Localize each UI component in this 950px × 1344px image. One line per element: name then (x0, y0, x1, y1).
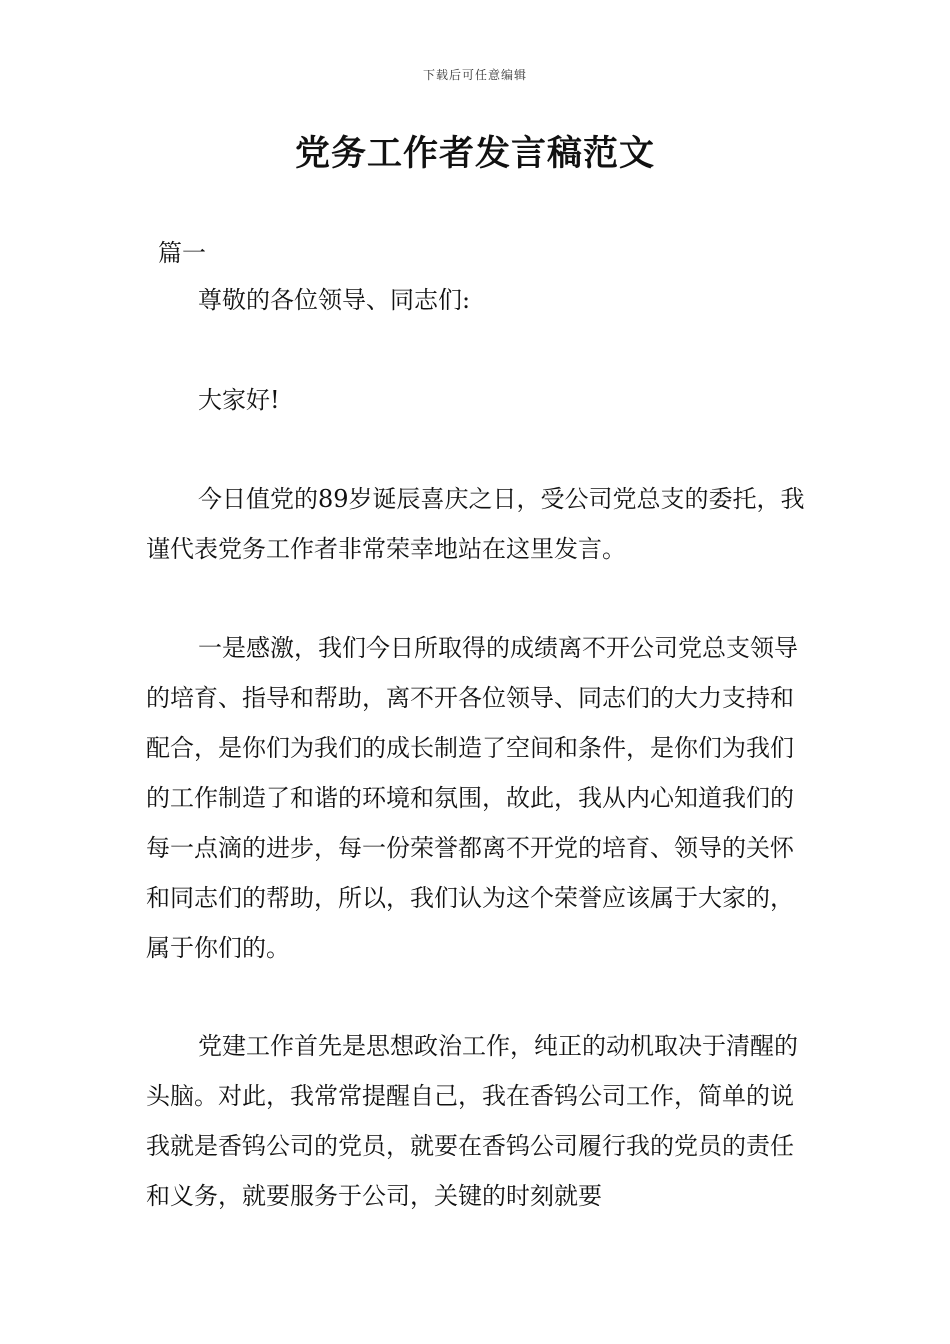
page-title: 党务工作者发言稿范文 (294, 134, 655, 174)
paragraph-party-work: 党建工作首先是思想政治工作，纯正的动机取决于清醒的头脑。对此，我常常提醒自己，我在香钨公司工作，简单的说我就是香钨公司的党员，就要在香钨公司履行我的党员的责任和义务，就要服务于公司，关键的时刻就要 (146, 1032, 798, 1210)
paragraph-greeting: 大家好! (198, 386, 280, 414)
paragraph-gratitude: 一是感激，我们今日所取得的成绩离不开公司党总支领导的培育、指导和帮助，离不开各位领导、同志们的大力支持和配合，是你们为我们的成长制造了空间和条件，是你们为我们的工作制造了和谐的环境和氛围，故此，我从内心知道我们的每一点滴的进步，每一份荣誉都离不开党的培育、领导的关怀和同志们的帮助，所以，我们认为这个荣誉应该属于大家的，属于你们的。 (146, 634, 798, 962)
section-label: 篇一 (158, 239, 206, 267)
paragraph-salutation: 尊敬的各位领导、同志们: (198, 286, 471, 314)
paragraph-introduction: 今日值党的89岁诞辰喜庆之日，受公司党总支的委托，我谨代表党务工作者非常荣幸地站在这里发言。 (146, 485, 805, 563)
header-note: 下载后可任意编辑 (422, 68, 527, 82)
